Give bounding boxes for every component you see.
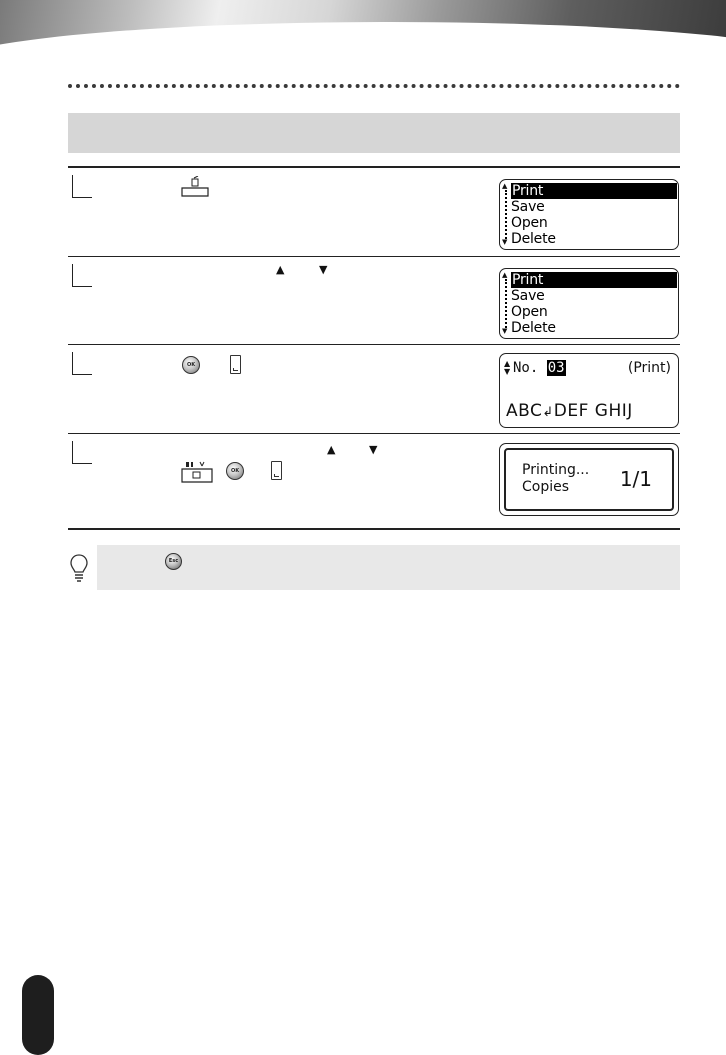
step-1-marker [72,175,92,198]
printing-status: Printing... [522,462,590,478]
scroll-indicator: ▲ ▼ [502,182,508,246]
menu-item-print: Print [511,272,677,288]
menu-item-open: Open [511,215,548,231]
lcd-menu-screen-2 [499,268,679,339]
lcd-file-screen [499,353,679,428]
step-divider [68,433,680,434]
scroll-indicator: ▲ ▼ [502,271,508,335]
file-number: No. 03 [513,360,565,376]
up-arrow-icon: ▲ [276,263,285,276]
page-tab [22,975,54,1055]
menu-item-delete: Delete [511,231,556,247]
label-text-preview: ABC↲DEF GHIJ [506,401,633,421]
print-preview-key-icon [180,461,214,484]
menu-item-open: Open [511,304,548,320]
section-title-bar [68,113,680,153]
lcd-printing-screen [499,443,679,516]
lightbulb-icon [69,553,89,583]
step-divider [68,344,680,345]
return-mark-icon: ↲ [542,405,554,420]
file-mode-label: (Print) [627,360,671,376]
header-band [0,0,726,52]
table-top-rule [68,166,680,168]
file-key-icon [180,176,210,198]
ok-key-icon: OK [182,356,200,374]
copies-label: Copies [522,479,570,495]
step-divider [68,256,680,257]
step-3-marker [72,352,92,375]
step-2-marker [72,264,92,287]
table-bottom-rule [68,528,680,530]
up-arrow-icon: ▲ [327,443,336,456]
enter-key-icon [271,461,282,480]
menu-item-save: Save [511,199,545,215]
down-arrow-icon: ▼ [319,263,328,276]
menu-item-print: Print [511,183,677,199]
dotted-rule [68,84,680,88]
down-arrow-icon: ▼ [369,443,378,456]
copies-count: 1/1 [619,467,652,491]
step-4-marker [72,441,92,464]
enter-key-icon [230,355,241,374]
updown-arrows-icon: ▲ ▼ [504,359,511,376]
menu-item-save: Save [511,288,545,304]
ok-key-icon: OK [226,462,244,480]
hint-bar [97,545,680,590]
file-number-value: 03 [547,360,565,376]
lcd-menu-screen-1 [499,179,679,250]
header-swoosh [0,22,726,52]
menu-item-delete: Delete [511,320,556,336]
esc-key-icon: Esc [165,553,182,570]
